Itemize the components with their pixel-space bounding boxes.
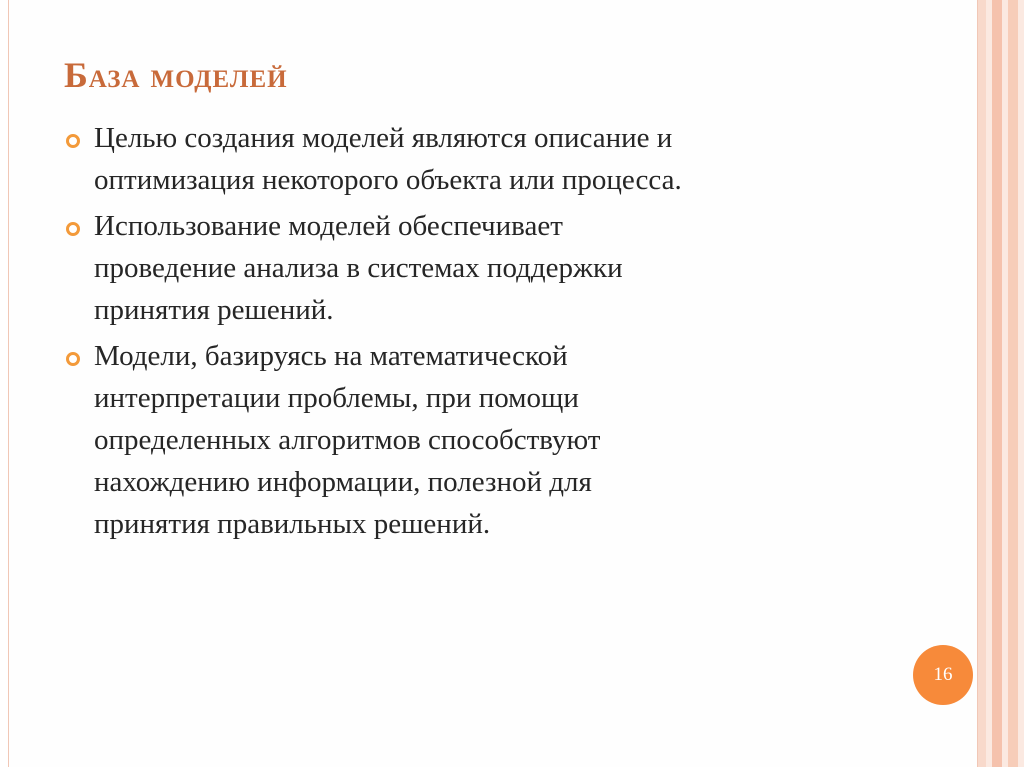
slide-title: База моделей (64, 55, 288, 95)
page-number-badge: 16 (913, 645, 973, 705)
ring-bullet-icon (66, 352, 80, 366)
bullet-text: Использование моделей обеспечивает проведение анализа в системах поддержки принятия решений. (94, 210, 623, 326)
bullet-item (60, 205, 920, 331)
bullet-text: Модели, базируясь на математической интерпретации проблемы, при помощи определенных алгоритмов способствуют нахождению информации, полезной для принятия правильных решений. (94, 340, 601, 540)
bullet-item (60, 335, 920, 545)
bullet-text: Целью создания моделей являются описание и оптимизация некоторого объекта или процесса. (94, 122, 682, 196)
bullet-list (60, 117, 920, 549)
ring-bullet-icon (66, 222, 80, 236)
decorative-stripe (1008, 0, 1018, 767)
decorative-stripe (1018, 0, 1024, 767)
bullet-item (60, 117, 920, 201)
decorative-stripe (992, 0, 1002, 767)
ring-bullet-icon (66, 134, 80, 148)
decorative-stripe (978, 0, 986, 767)
